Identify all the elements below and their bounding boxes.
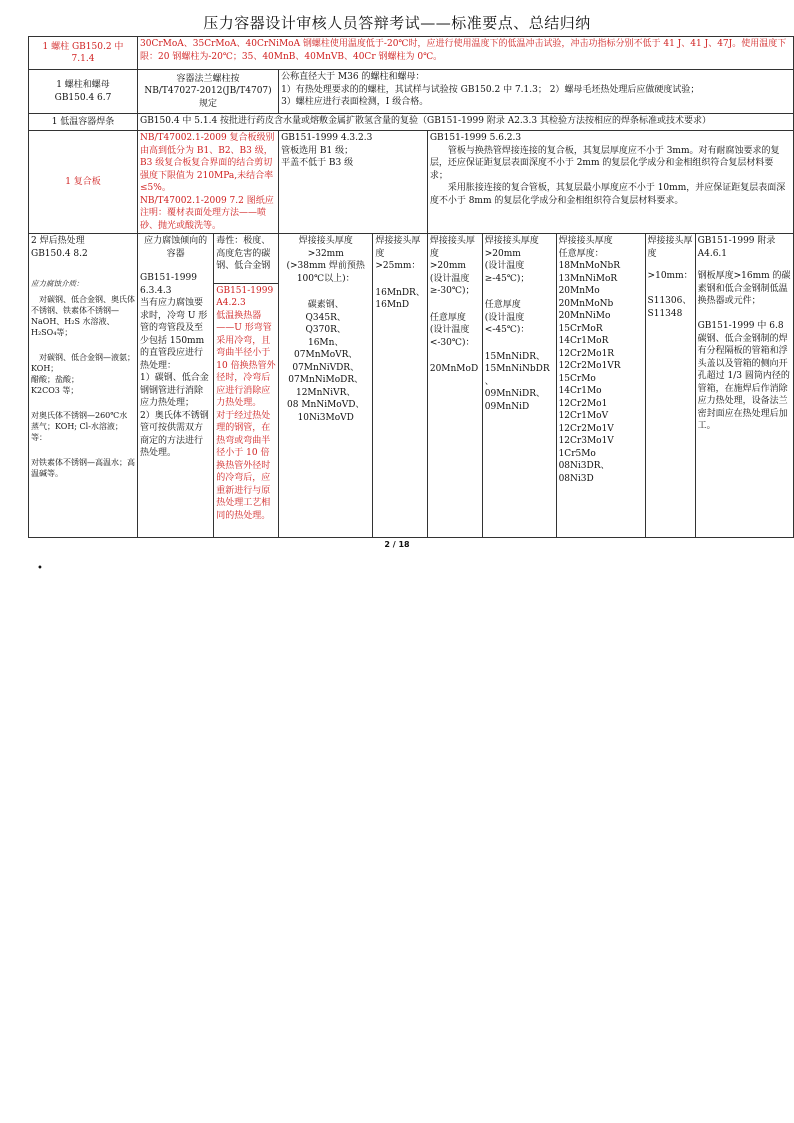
a461-title: GB151-1999 附录 A4.6.1 <box>697 236 776 259</box>
row-bolt-nut-content <box>279 70 794 114</box>
anythk-material: 12Cr2Mo1 <box>558 398 608 409</box>
pwht-item-3: 对奥氏体不锈钢—260℃水蒸气；KOH; Cl-水溶液；等： <box>31 410 128 442</box>
anythk-material: 12Cr2Mo1V <box>558 423 614 434</box>
pwht-col-5 <box>373 234 427 538</box>
scc-body: GB151-1999 6.3.4.3 当有应力腐蚀要求时，冷弯 U 形管的弯管段及至少包括 150mm 的直管段应进行热处理： 1）碳钢、低合金钢钢管进行消除应力热处理； 2）奥氏体不锈钢管可按供需双方商定的方法进行热处理。 <box>140 273 209 458</box>
row-bolt-nut-line-a: 公称直径大于 M36 的螺柱和螺母： <box>281 72 425 82</box>
scc-title: 应力腐蚀倾向的容器 <box>144 236 208 259</box>
row-bolt-nut-line-b: 1）有热处理要求的的螺柱，其试样与试验按 GB150.2 中 7.1.3； 2）螺母毛坯热处理后应做硬度试验； <box>281 84 700 95</box>
row-pwht <box>29 234 794 538</box>
row-clad-mid: GB151-1999 4.3.2.3 管板选用 B1 级； 平盖不低于 B3 级 <box>279 131 428 234</box>
thk10-title: 焊接接头厚度 <box>647 236 693 259</box>
thk25-title: 焊接接头厚度 >25mm： <box>375 236 421 271</box>
pwht-item-2: 对碳钢、低合金钢—液氨；KOH； 醋酸；盐酸； K2CO3 等； <box>31 352 135 395</box>
anythk-material: 12Cr1MoV <box>558 411 609 421</box>
row-clad-right-ref: GB151-1999 5.6.2.3 <box>429 133 522 143</box>
anythk-material: 20MnMo <box>558 286 600 296</box>
anythk-material: 14Cr1MoR <box>558 336 609 346</box>
row-bolt-nut <box>29 70 794 114</box>
row-bolt-label: 1 螺柱 GB150.2 中 7.1.4 <box>29 37 138 70</box>
anythk-material: 12Cr2Mo1VR <box>558 361 621 371</box>
row-bolt <box>29 37 794 70</box>
thk32-title: 焊接接头厚度 >32mm (>38mm 焊前预热 100℃以上)： <box>286 236 365 284</box>
pwht-col-4 <box>279 234 373 538</box>
row-clad-right-para2: 采用胀接连接的复合管板，其复层最小厚度应不小于 10mm，并应保证距复层表面深度不小于 8mm 的复层化学成分和金相组织符合复层材料要求。 <box>429 183 786 206</box>
row-bolt-nut-line-c: 3）螺柱应进行表面检测，I 级合格。 <box>281 97 429 107</box>
pwht-col-3 <box>214 234 279 538</box>
pwht-col-7 <box>482 234 556 538</box>
pwht-col-6 <box>427 234 482 538</box>
row-electrode-label: 1 低温容器焊条 <box>29 114 138 131</box>
thk20a-title: 焊接接头厚度 >20mm (设计温度≥-30℃)； <box>429 236 475 296</box>
low-temp-hx-note: GB151-1999 A4.2.3 低温换热器——U 形弯管采用冷弯，且弯曲半径小于 10 倍换热管外径时，冷弯后应进行消除应力热处理。 对于经过热处理的钢管，在热弯或弯曲半径小于 10 倍换热管外径时的冷弯后，应重新进行与原热处理工艺相同的热处理。 <box>214 283 278 524</box>
standards-table <box>28 36 794 538</box>
anythk-material: 18MnMoNbR <box>558 261 621 271</box>
thk20b-materials: 15MnNiDR、 15MnNiNbDR 、09MnNiDR、 09MnNiD <box>484 351 550 412</box>
pwht-col-1 <box>29 234 138 538</box>
anythk-material: 15CrMo <box>558 373 596 384</box>
pwht-col-8 <box>556 234 645 538</box>
row-clad-plate <box>29 131 794 234</box>
row-bolt-content: 30CrMoA、35CrMoA、40CrNiMoA 钢螺柱使用温度低于-20℃时，应进行使用温度下的低温冲击试验，冲击功指标分别不低于 41 J、41 J、47J。使用温度下限：20 钢螺柱为-20℃；35、40MnB、40MnVB、40Cr 钢螺柱为 0℃。 <box>138 37 794 70</box>
anythk-list <box>559 260 643 485</box>
row-electrode-content: GB150.4 中 5.1.4 按批进行药皮含水量或熔敷金属扩散氢含量的复验（GB151-1999 附录 A2.3.3 其检验方法按相应的焊条标准或技术要求） <box>138 114 794 131</box>
page-title: 压力容器设计审核人员答辩考试——标准要点、总结归纳 <box>203 14 591 32</box>
row-bolt-nut-standard: 容器法兰螺柱按 NB/T47027-2012(JB/T4707)规定 <box>138 70 279 114</box>
thk20b-title: 焊接接头厚度 >20mm (设计温度≥-45℃)； <box>484 236 539 284</box>
pwht-note: 应力腐蚀介质： <box>31 279 84 288</box>
row-electrode <box>29 114 794 131</box>
thk20b-any: 任意厚度 (设计温度<-45℃)： <box>484 300 530 335</box>
pwht-col-9 <box>645 234 695 538</box>
anythk-material: 14Cr1Mo <box>558 386 602 396</box>
row-clad-right <box>427 131 793 234</box>
page-number: 2 / 18 <box>384 540 410 549</box>
thk10-materials: >10mm： S11306、 S11348 <box>647 271 693 319</box>
anythk-material: 08Ni3DR、08Ni3D <box>558 461 610 484</box>
toxic-title: 毒性：极度、高度危害的碳钢、低合金钢 <box>216 236 271 271</box>
pwht-item-1: 对碳钢、低合金钢、奥氏体不锈钢、铁素体不锈钢—NaOH、H₂S 水溶液、H₂SO₄等； <box>31 294 135 337</box>
anythk-material: 20MnMoNb <box>558 298 614 309</box>
thk20a-materials: 20MnMoD <box>429 364 479 374</box>
footer-mark: • <box>37 563 43 574</box>
pwht-col-10 <box>695 234 793 538</box>
thk25-materials: 16MnDR、16MnD <box>375 287 425 310</box>
row-bolt-nut-label: 1 螺柱和螺母 GB150.4 6.7 <box>29 70 138 114</box>
thk32-materials: 碳素钢、 Q345R、 Q370R、 16Mn、 07MnMoVR、 07MnNiVDR、 07MnNiMoDR、 12MnNiVR、 08 MnNiMoVD、 10Ni3MoVD <box>287 300 365 423</box>
row-clad-left: NB/T47002.1-2009 复合板级别由高到低分为 B1、B2、B3 级，B3 级复合板复合界面的结合剪切强度下限值为 210MPa,未结合率≤5%。 NB/T47002.1-2009 7.2 图纸应注明：覆材表面处理方法——喷砂、抛光或酸洗等。 <box>138 131 279 234</box>
anythk-material: 13MnNiMoR <box>558 273 618 284</box>
row-clad-label: 1 复合板 <box>29 131 138 234</box>
anythk-material: 15CrMoR <box>558 323 603 334</box>
anythk-material: 12Cr3Mo1V <box>558 436 614 446</box>
pwht-title: 2 焊后热处理 GB150.4 8.2 <box>31 236 88 259</box>
row-clad-right-para1: 管板与换热管焊接连接的复合板，其复层厚度应不小于 3mm。对有耐腐蚀要求的复层，还应保证距复层表面深度不小于 2mm 的复层化学成分和金相组织符合复层材料要求； <box>429 145 780 181</box>
pwht-item-4: 对铁素体不锈钢—高温水；高温碱等。 <box>31 457 135 478</box>
anythk-material: 20MnNiMo <box>558 311 611 321</box>
anythk-title: 焊接接头厚度 任意厚度： <box>558 236 613 259</box>
pwht-col-2 <box>138 234 214 538</box>
anythk-material: 1Cr5Mo <box>558 448 596 459</box>
a461-body: 钢板厚度>16mm 的碳素钢和低合金钢制低温换热器或元件； GB151-1999 中 6.8 碳钢、低合金钢制的焊有分程隔板的管箱和浮头盖以及管箱的侧向开孔超过 1/3 圆筒内径的管箱，在施焊后作消除应力热处理，设备法兰密封面应在热处理后加工。 <box>697 271 791 431</box>
thk20a-any: 任意厚度 (设计温度<-30℃)： <box>429 312 475 348</box>
anythk-material: 12Cr2Mo1R <box>558 348 615 359</box>
